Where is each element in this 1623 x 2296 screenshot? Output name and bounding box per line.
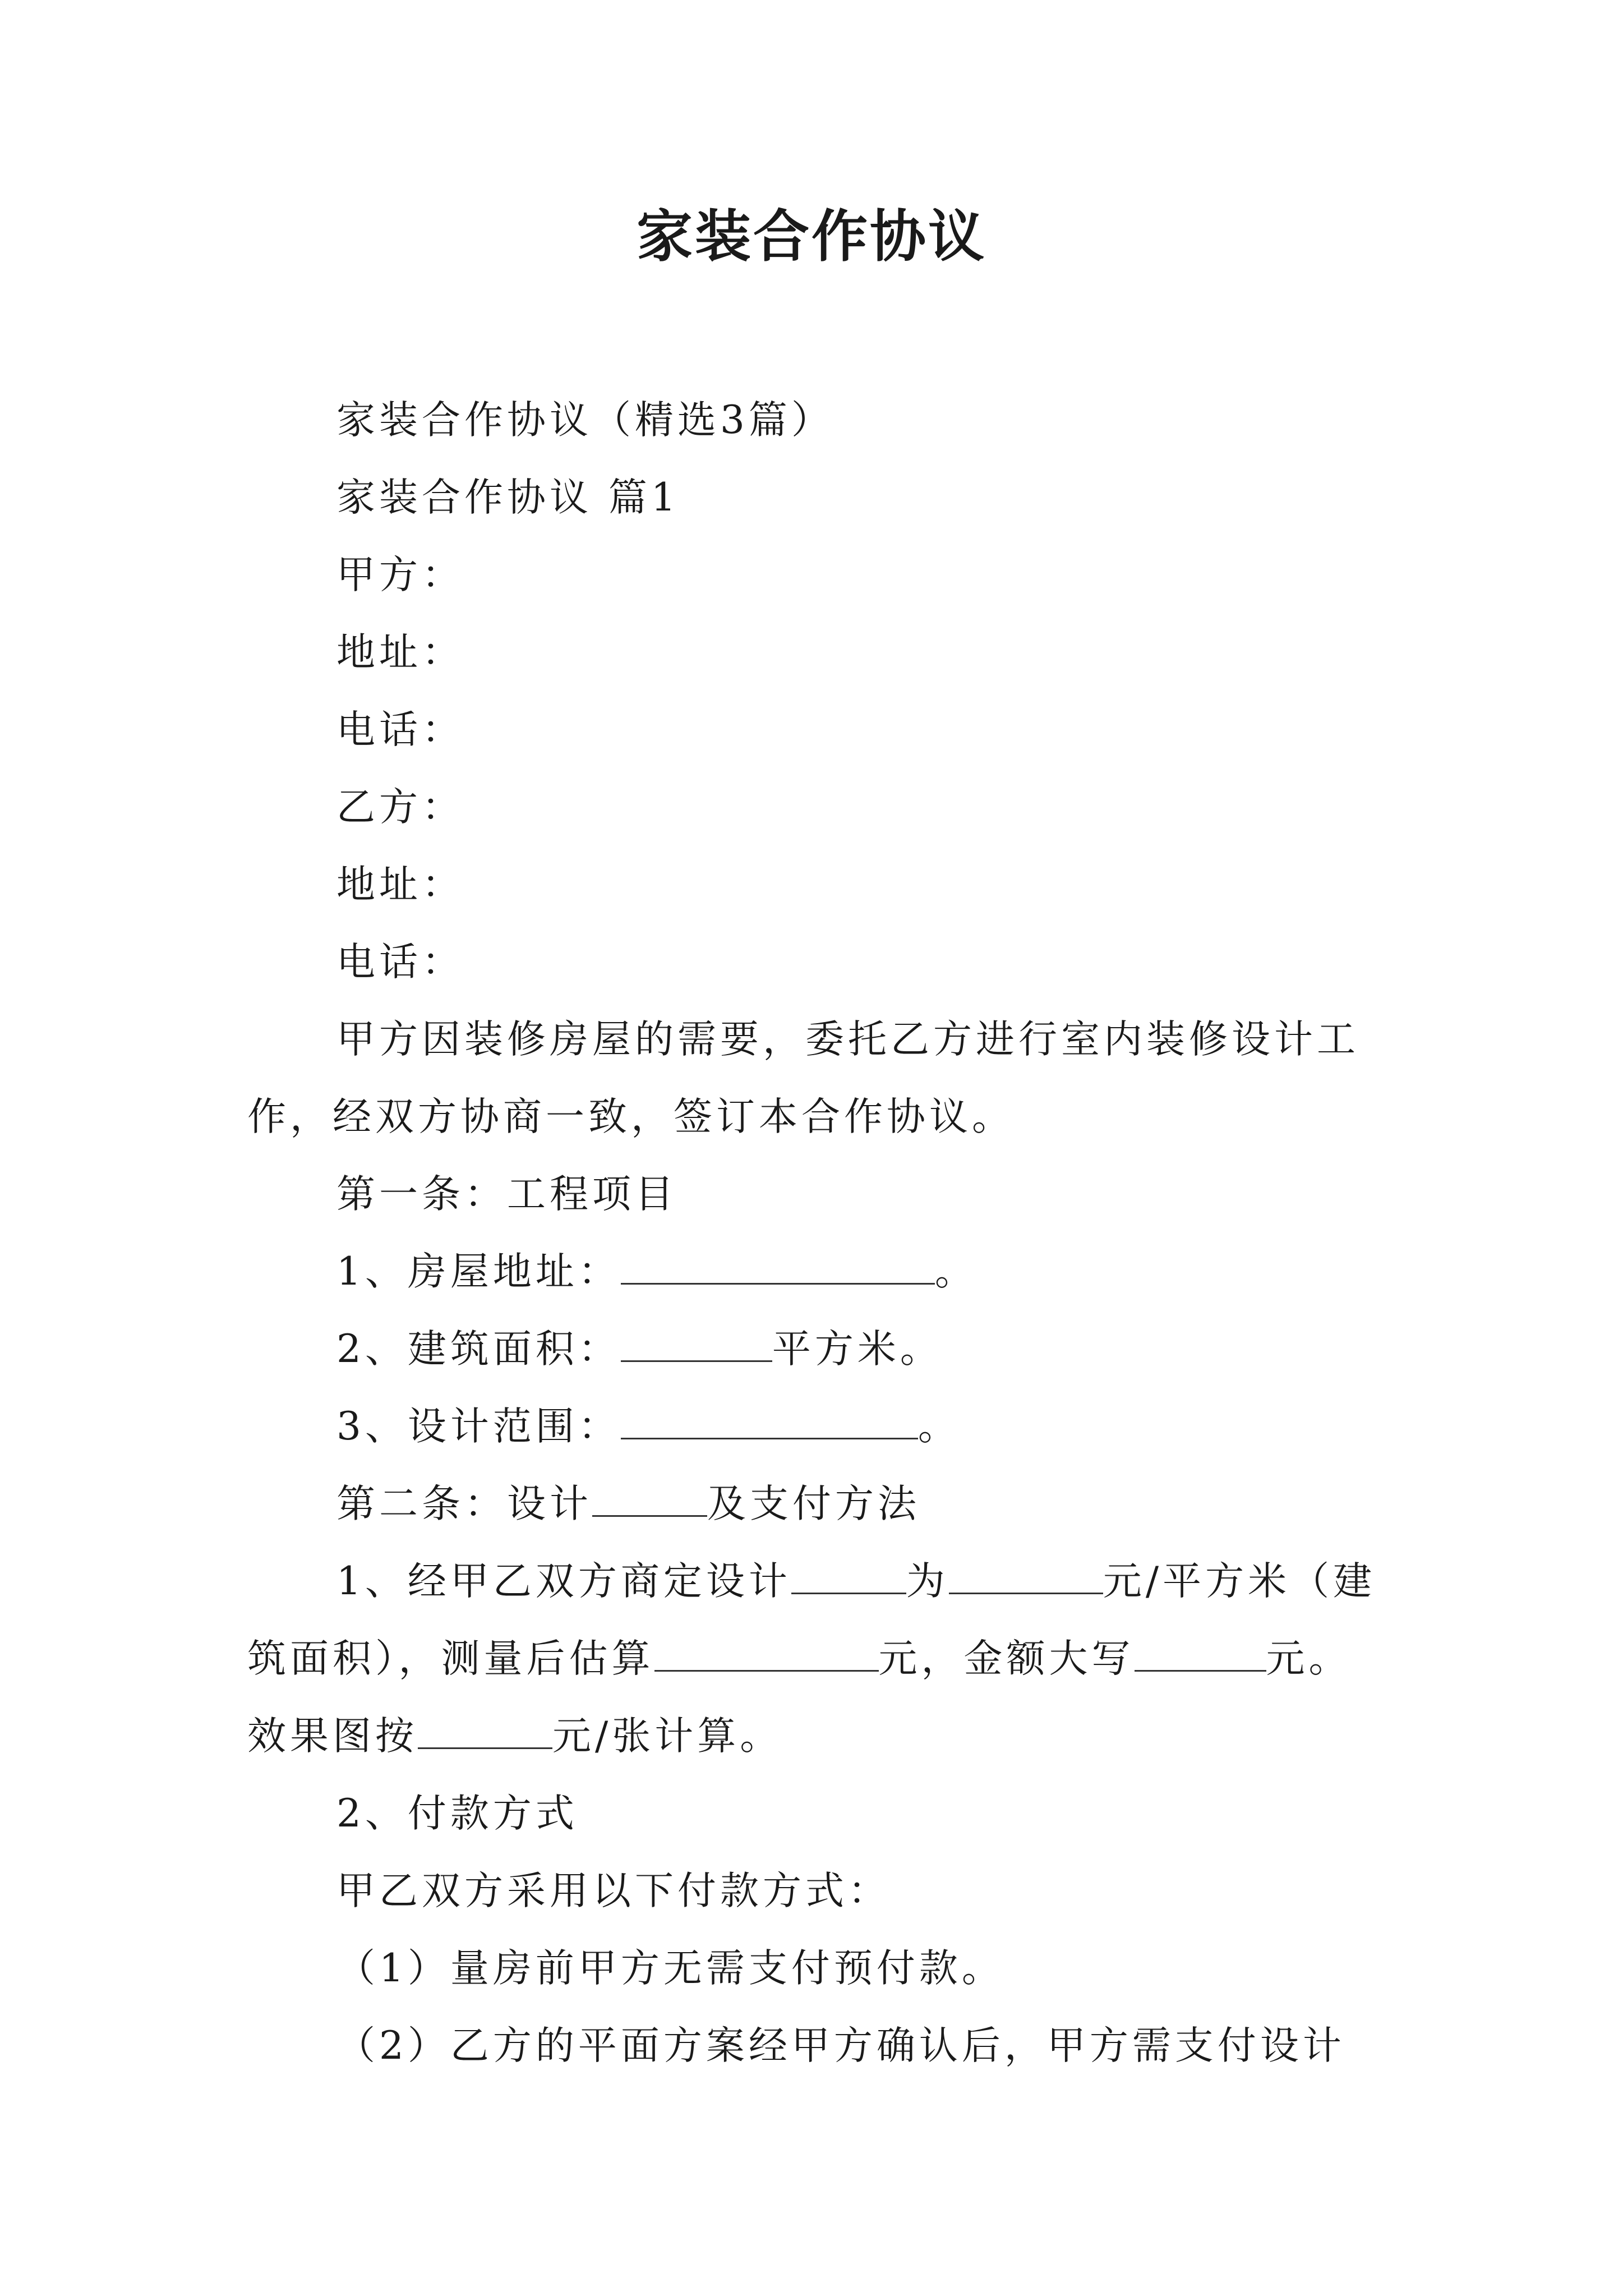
article-two-end: 及支付方法 [707, 1481, 920, 1526]
payment-item-1: （1）量房前甲方无需支付预付款。 [336, 1946, 1004, 1991]
party-a-address-label: 地址： [336, 630, 464, 675]
party-a-phone-label: 电话： [336, 707, 464, 752]
article-one-heading: 第一条：工程项目 [336, 1172, 677, 1217]
fee-blank-1 [791, 1559, 906, 1594]
article-two-heading [247, 1465, 1391, 1543]
fee-text-4: 元，金额大写 [878, 1636, 1135, 1681]
building-area-blank [621, 1327, 772, 1362]
document-body [247, 381, 1391, 2085]
design-scope-blank [621, 1404, 918, 1439]
document-title: 家装合作协议 [637, 203, 986, 269]
paragraph-subtitle: 家装合作协议（精选3篇） [336, 398, 834, 443]
article-two-label: 第二条：设计 [336, 1481, 592, 1526]
fee-blank-2 [949, 1559, 1103, 1594]
paragraph-intro: 甲方因装修房屋的需要，委托乙方进行室内装修设计工作，经双方协商一致，签订本合作协议。 [247, 1017, 1359, 1139]
fee-blank-5 [418, 1714, 552, 1749]
fee-text-6: 元/张计算。 [552, 1714, 783, 1759]
house-address-label: 1、房屋地址： [336, 1249, 621, 1294]
payment-method-intro: 甲乙双方采用以下付款方式： [336, 1869, 891, 1913]
party-a-label: 甲方： [336, 553, 464, 597]
party-b-address-label: 地址： [336, 862, 464, 907]
building-area-line [247, 1310, 1391, 1388]
party-b-label: 乙方： [336, 785, 464, 830]
building-area-label: 2、建筑面积： [336, 1327, 621, 1372]
fee-paragraph [247, 1543, 1391, 1775]
fee-blank-3 [654, 1636, 879, 1672]
house-address-blank [621, 1249, 935, 1285]
design-scope-end: 。 [917, 1404, 961, 1449]
paragraph-section-heading: 家装合作协议 篇1 [336, 475, 680, 520]
design-scope-line [247, 1388, 1391, 1465]
fee-text-1: 1、经甲乙双方商定设计 [336, 1559, 791, 1604]
design-scope-label: 3、设计范围： [336, 1404, 621, 1449]
fee-text-5: 元。效果图按 [247, 1636, 1352, 1759]
building-area-unit: 平方米。 [772, 1327, 943, 1372]
fee-blank-4 [1135, 1636, 1266, 1672]
house-address-end: 。 [934, 1249, 978, 1294]
party-b-phone-label: 电话： [336, 940, 464, 984]
article-two-blank [592, 1481, 707, 1517]
house-address-line [247, 1233, 1391, 1310]
payment-item-2: （2）乙方的平面方案经甲方确认后，甲方需支付设计 [336, 2023, 1345, 2068]
fee-text-3: 元/平方米（建筑面积），测量后估算 [247, 1559, 1376, 1681]
payment-method-heading: 2、付款方式 [336, 1791, 578, 1836]
fee-text-2: 为 [906, 1559, 949, 1604]
